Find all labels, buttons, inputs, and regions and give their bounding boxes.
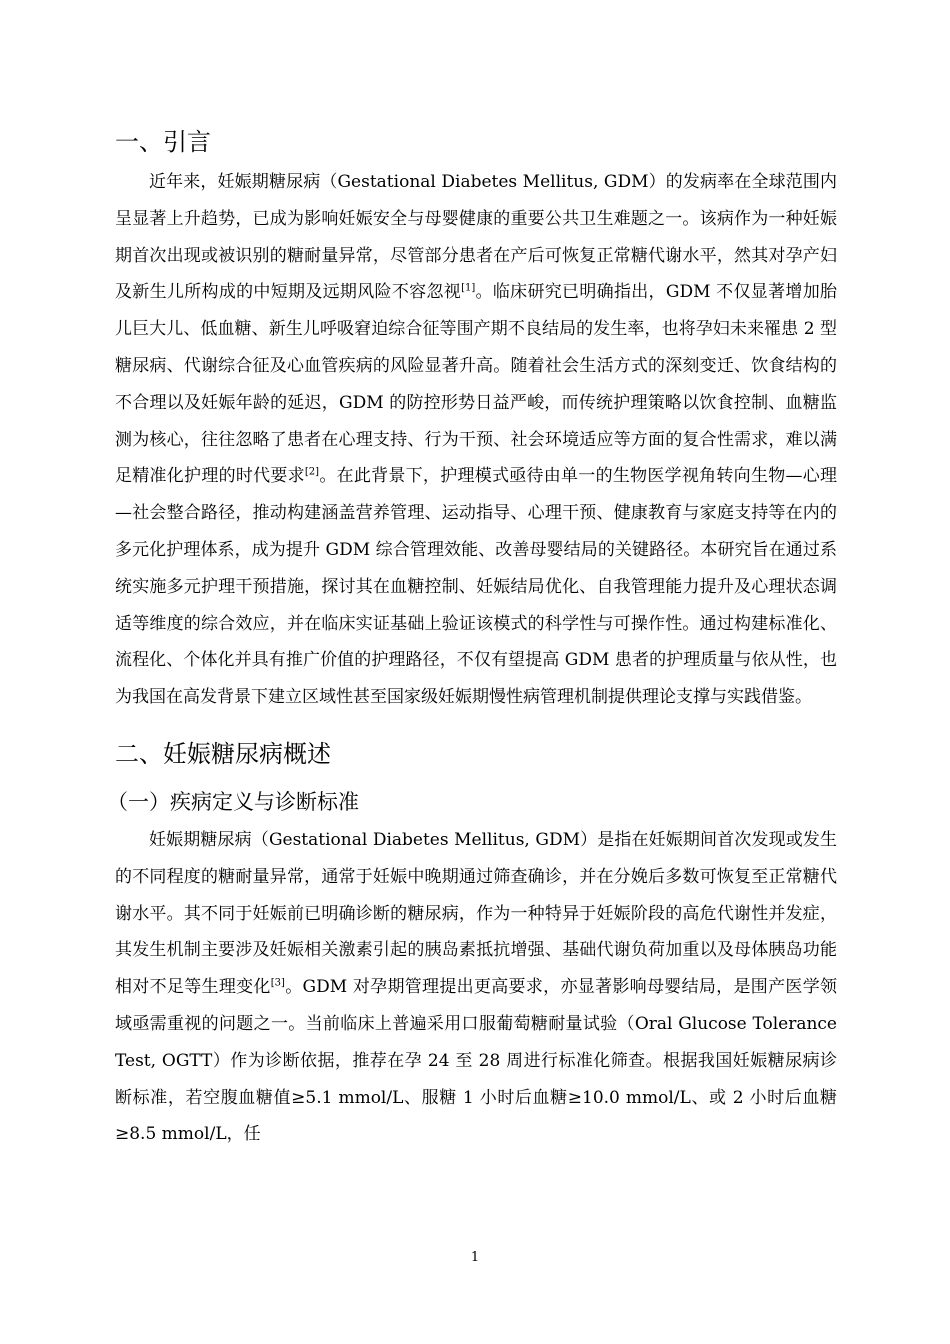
definition-paragraph <box>115 822 837 1153</box>
text-run: 。在此背景下，护理模式亟待由单一的生物医学视角转向生物—心理—社会整合路径，推动构建涵盖营养管理、运动指导、心理干预、健康教育与家庭支持等在内的多元化护理体系，成为提升 GDM 综合管理效能、改善母婴结局的关键路径。本研究旨在通过系统实施多元护理干预措施，探讨其在血糖控制、妊娠结局优化、自我管理能力提升及心理状态调适等维度的综合效应，并在临床实证基础上验证该模式的科学性与可操作性。通过构建标准化、流程化、个体化并具有推广价值的护理路径，不仅有望提高 GDM 患者的护理质量与依从性，也为我国在高发背景下建立区域性甚至国家级妊娠期慢性病管理机制提供理论支撑与实践借鉴。 <box>115 466 837 708</box>
citation-marker: [3] <box>270 977 285 989</box>
subsection-heading-definition: （一）疾病定义与诊断标准 <box>107 789 359 814</box>
page-content <box>107 122 838 1153</box>
section-heading-introduction: 一、引言 <box>115 128 211 156</box>
spacer <box>115 716 837 734</box>
text-run: 近年来，妊娠期糖尿病（Gestational Diabetes Mellitus, GDM）的发病率在全球范围内呈显著上升趋势，已成为影响妊娠安全与母婴健康的重要公共卫生难题之一。该病作为一种妊娠期首次出现或被识别的糖耐量异常，尽管部分患者在产后可恢复正常糖代谢水平，然其对孕产妇及新生儿所构成的中短期及远期风险不容忽视 <box>115 172 837 303</box>
text-run: 。临床研究已明确指出，GDM 不仅显著增加胎儿巨大儿、低血糖、新生儿呼吸窘迫综合征等围产期不良结局的发生率，也将孕妇未来罹患 2 型糖尿病、代谢综合征及心血管疾病的风险显著升高。随着社会生活方式的深刻变迁、饮食结构的不合理以及妊娠年龄的延迟，GDM 的防控形势日益严峻，而传统护理策略以饮食控制、血糖监测为核心，往往忽略了患者在心理支持、行为干预、社会环境适应等方面的复合性需求，难以满足精准化护理的时代要求 <box>115 282 838 487</box>
text-run: 。GDM 对孕期管理提出更高要求，亦显著影响母婴结局，是围产医学领域亟需重视的问题之一。当前临床上普遍采用口服葡萄糖耐量试验（Oral Glucose Tolerance Test, OGTT）作为诊断依据，推荐在孕 24 至 28 周进行标准化筛查。根据我国妊娠糖尿病诊断标准，若空腹血糖值≥5.1 mmol/L、服糖 1 小时后血糖≥10.0 mmol/L、或 2 小时后血糖≥8.5 mmol/L，任 <box>115 977 837 1145</box>
text-run: 妊娠期糖尿病（Gestational Diabetes Mellitus, GDM）是指在妊娠期间首次发现或发生的不同程度的糖耐量异常，通常于妊娠中晚期通过筛查确诊，并在分娩后多数可恢复至正常糖代谢水平。其不同于妊娠前已明确诊断的糖尿病，作为一种特异于妊娠阶段的高危代谢性并发症，其发生机制主要涉及妊娠相关激素引起的胰岛素抵抗增强、基础代谢负荷加重以及母体胰岛功能相对不足等生理变化 <box>115 829 837 998</box>
section-heading-gdm-overview: 二、妊娠糖尿病概述 <box>115 739 331 768</box>
introduction-paragraph <box>115 164 837 716</box>
citation-marker: [2] <box>304 466 320 478</box>
citation-marker: [1] <box>461 282 476 294</box>
page-number: 1 <box>470 1250 480 1265</box>
